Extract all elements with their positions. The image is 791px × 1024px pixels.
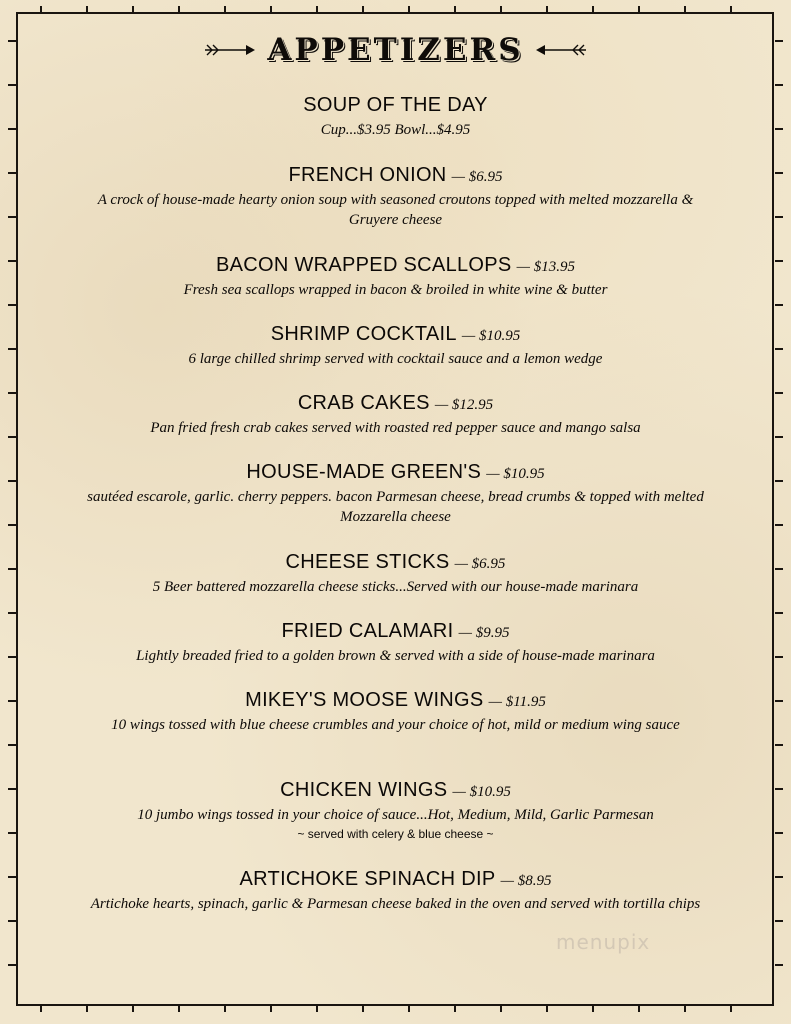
border-tick [316, 6, 318, 14]
border-tick [775, 436, 783, 438]
border-tick [8, 876, 16, 878]
item-price: — $10.95 [461, 328, 521, 344]
border-tick [775, 612, 783, 614]
border-tick [8, 832, 16, 834]
border-tick [86, 1004, 88, 1012]
border-tick [775, 700, 783, 702]
page-title: APPETIZERS [267, 32, 524, 68]
border-tick [40, 1004, 42, 1012]
border-tick [775, 40, 783, 42]
border-tick [8, 304, 16, 306]
border-tick [775, 744, 783, 746]
border-tick [775, 832, 783, 834]
border-tick [132, 6, 134, 14]
menu-item [50, 250, 741, 319]
border-tick [8, 348, 16, 350]
border-tick [316, 1004, 318, 1012]
border-tick [730, 6, 732, 14]
border-tick [270, 1004, 272, 1012]
item-name: ARTICHOKE SPINACH DIP [239, 868, 496, 890]
border-tick [592, 1004, 594, 1012]
menu-item [50, 457, 741, 547]
border-tick [8, 964, 16, 966]
border-tick [8, 568, 16, 570]
border-tick [362, 6, 364, 14]
border-tick [8, 128, 16, 130]
border-tick [178, 1004, 180, 1012]
border-tick [775, 392, 783, 394]
menu-item [50, 616, 741, 685]
border-tick [775, 216, 783, 218]
border-tick [775, 876, 783, 878]
item-name: FRIED CALAMARI [281, 620, 454, 642]
item-price: — $13.95 [516, 259, 575, 275]
border-tick [638, 6, 640, 14]
border-tick [775, 656, 783, 658]
menu-item [50, 90, 741, 160]
border-tick [8, 744, 16, 746]
border-tick [775, 172, 783, 174]
border-tick [592, 6, 594, 14]
border-tick [546, 1004, 548, 1012]
item-name: CRAB CAKES [297, 392, 430, 414]
border-tick [40, 6, 42, 14]
item-description: sautéed escarole, garlic. cherry peppers. bacon Parmesan cheese, bread crumbs & topped with melted Mozzarella cheese [87, 489, 704, 525]
menu-item [50, 685, 741, 775]
border-tick [500, 6, 502, 14]
item-description: Pan fried fresh crab cakes served with roasted red pepper sauce and mango salsa [150, 420, 641, 436]
border-tick [362, 1004, 364, 1012]
item-description: 10 wings tossed with blue cheese crumbles and your choice of hot, mild or medium wing sauce [111, 717, 680, 733]
item-price: — $12.95 [434, 397, 494, 413]
border-tick [86, 6, 88, 14]
item-description: Fresh sea scallops wrapped in bacon & broiled in white wine & butter [183, 282, 608, 298]
border-tick [546, 6, 548, 14]
item-name: SOUP OF THE DAY [303, 94, 488, 116]
arrow-right-icon [205, 43, 255, 57]
border-tick [775, 788, 783, 790]
border-tick [8, 612, 16, 614]
border-tick [8, 788, 16, 790]
border-tick [775, 568, 783, 570]
border-tick [270, 6, 272, 14]
item-name: BACON WRAPPED SCALLOPS [215, 254, 512, 276]
border-tick [684, 1004, 686, 1012]
arrow-left-icon [536, 43, 586, 57]
item-name: HOUSE-MADE GREEN'S [246, 461, 482, 483]
menu-item [50, 160, 741, 250]
border-tick [408, 6, 410, 14]
menu-item [50, 319, 741, 388]
watermark: menupix [556, 930, 651, 954]
item-price: — $9.95 [458, 625, 510, 641]
border-tick [500, 1004, 502, 1012]
item-name: CHICKEN WINGS [280, 779, 448, 801]
item-description: Artichoke hearts, spinach, garlic & Parmesan cheese baked in the oven and served with tortilla chips [90, 896, 701, 912]
border-tick [8, 40, 16, 42]
border-tick [775, 304, 783, 306]
border-tick [775, 524, 783, 526]
item-price: — $10.95 [452, 784, 511, 800]
border-tick [8, 700, 16, 702]
border-tick [638, 1004, 640, 1012]
border-tick [8, 172, 16, 174]
border-tick [8, 436, 16, 438]
border-tick [454, 6, 456, 14]
border-tick [775, 480, 783, 482]
border-tick [178, 6, 180, 14]
border-tick [8, 84, 16, 86]
border-tick [775, 348, 783, 350]
border-tick [775, 920, 783, 922]
item-description: 5 Beer battered mozzarella cheese sticks...Served with our house-made marinara [152, 579, 639, 595]
item-name: SHRIMP COCKTAIL [270, 323, 457, 345]
border-tick [8, 656, 16, 658]
item-price: — $6.95 [451, 169, 503, 185]
border-tick [8, 524, 16, 526]
border-tick [775, 964, 783, 966]
border-tick [224, 6, 226, 14]
item-note: ~ served with celery & blue cheese ~ [297, 827, 494, 841]
menu-item [50, 775, 741, 864]
border-tick [775, 128, 783, 130]
item-description: Lightly breaded fried to a golden brown & served with a side of house-made marinara [136, 648, 655, 664]
border-tick [730, 1004, 732, 1012]
menu-items [50, 90, 741, 944]
border-tick [8, 480, 16, 482]
item-name: FRENCH ONION [288, 164, 447, 186]
border-tick [8, 260, 16, 262]
border-tick [8, 920, 16, 922]
item-price: — $11.95 [488, 694, 546, 710]
menu-item [50, 547, 741, 616]
item-name: MIKEY'S MOOSE WINGS [245, 689, 484, 711]
item-description: 10 jumbo wings tossed in your choice of sauce...Hot, Medium, Mild, Garlic Parmesan [137, 807, 654, 823]
border-tick [408, 1004, 410, 1012]
border-tick [224, 1004, 226, 1012]
border-tick [8, 216, 16, 218]
border-tick [132, 1004, 134, 1012]
item-description: A crock of house-made hearty onion soup with seasoned croutons topped with melted mozzarella & Gruyere cheese [97, 192, 694, 228]
item-description: Cup...$3.95 Bowl...$4.95 [320, 122, 471, 138]
item-price: — $10.95 [486, 466, 545, 482]
border-tick [775, 84, 783, 86]
border-tick [8, 392, 16, 394]
border-tick [684, 6, 686, 14]
border-tick [454, 1004, 456, 1012]
item-description: 6 large chilled shrimp served with cocktail sauce and a lemon wedge [188, 351, 603, 367]
border-tick [775, 260, 783, 262]
menu-item [50, 388, 741, 457]
item-name: CHEESE STICKS [285, 551, 450, 573]
section-header [0, 30, 791, 70]
item-price: — $6.95 [454, 556, 506, 572]
item-price: — $8.95 [500, 873, 552, 889]
